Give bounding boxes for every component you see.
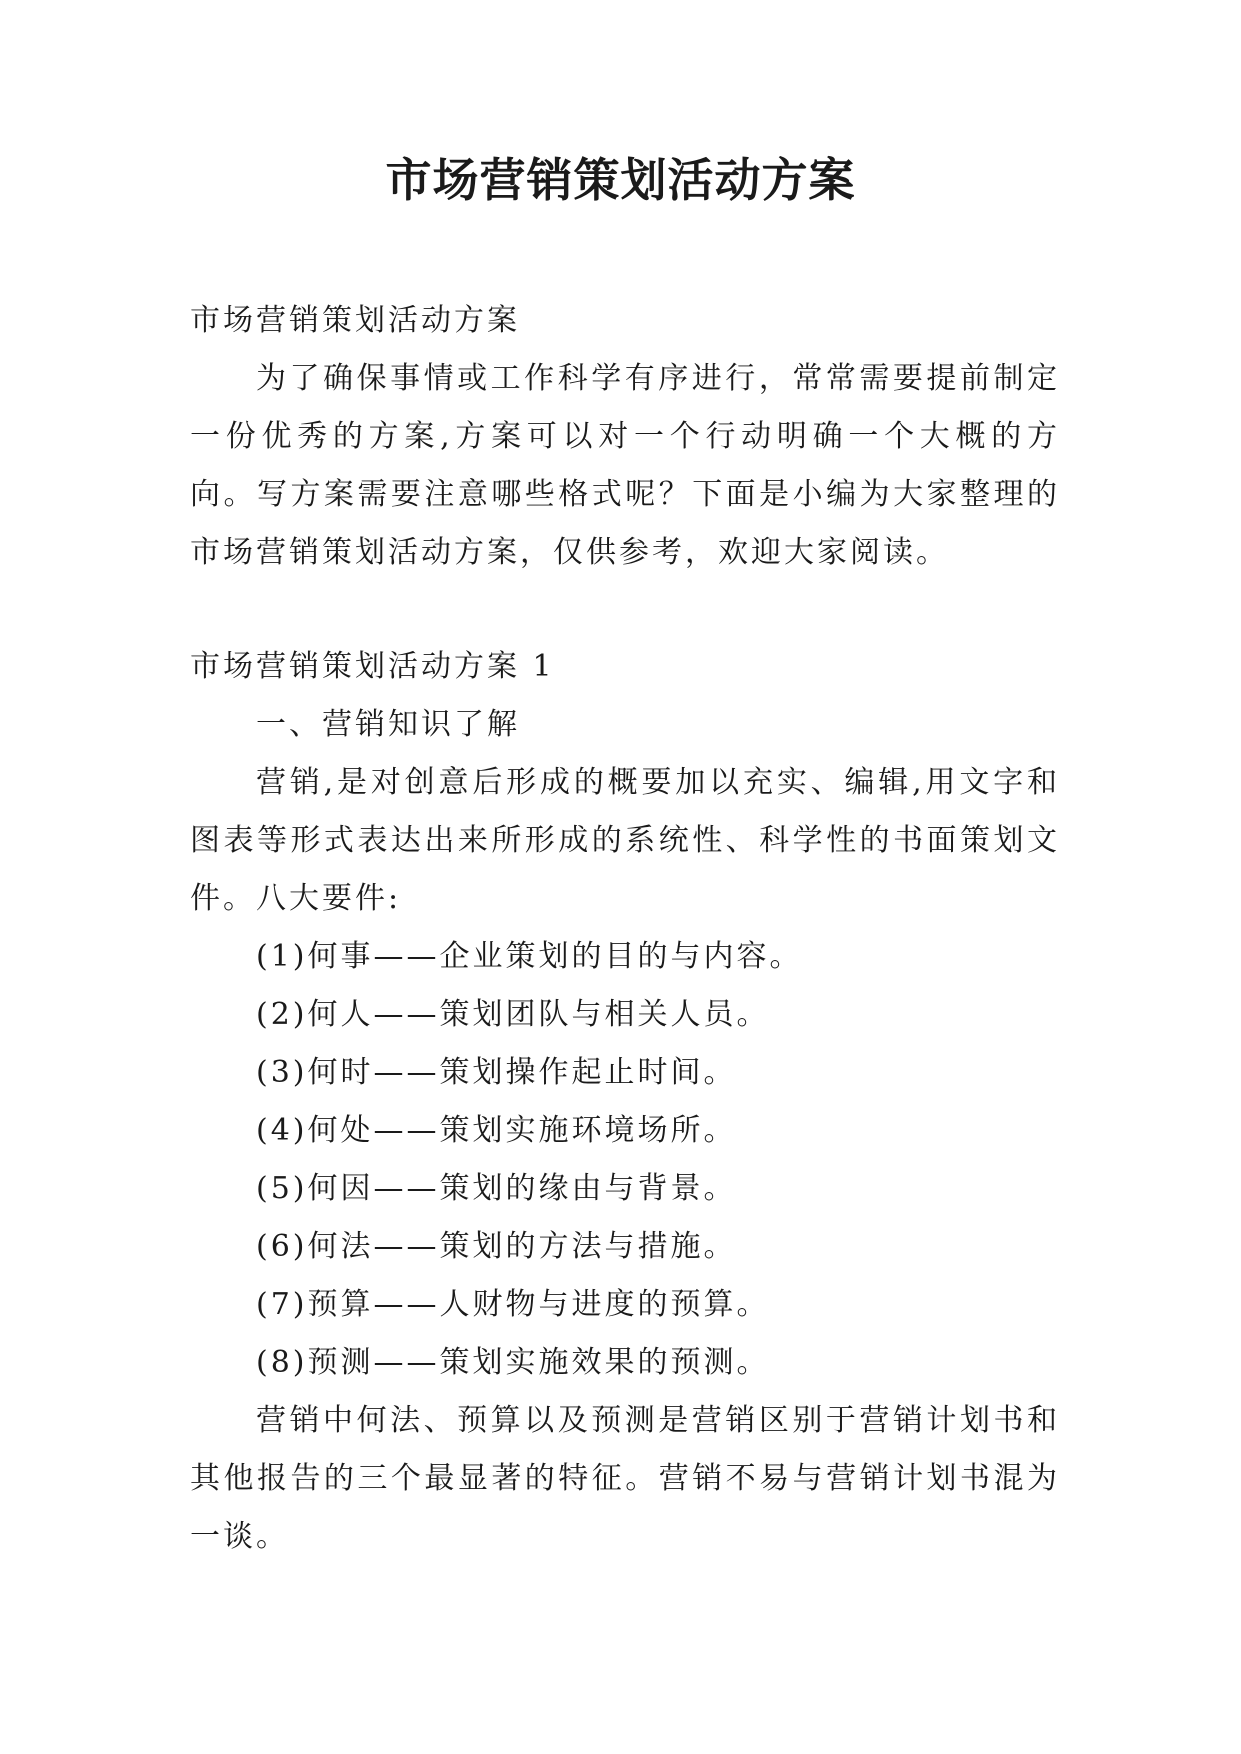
list-item: (5)何因——策划的缘由与背景。 [256,1171,737,1206]
section-paragraph-2: 营销中何法、预算以及预测是营销区别于营销计划书和其他报告的三个最显著的特征。营销不易与营销计划书混为一谈。 [190,1403,1060,1554]
section-subheading: 一、营销知识了解 [256,707,520,742]
list-item: (3)何时——策划操作起止时间。 [256,1055,737,1090]
section-paragraph-1: 营销,是对创意后形成的概要加以充实、编辑,用文字和图表等形式表达出来所形成的系统性、科学性的书面策划文件。八大要件: [190,765,1060,916]
section-heading: 市场营销策划活动方案 1 [190,649,555,684]
list-item: (8)预测——策划实施效果的预测。 [256,1345,770,1380]
list-item: (7)预算——人财物与进度的预算。 [256,1287,770,1322]
list-item: (6)何法——策划的方法与措施。 [256,1229,737,1264]
document-subtitle: 市场营销策划活动方案 [190,303,520,338]
intro-paragraph: 为了确保事情或工作科学有序进行，常常需要提前制定一份优秀的方案,方案可以对一个行动明确一个大概的方向。写方案需要注意哪些格式呢？下面是小编为大家整理的市场营销策划活动方案，仅供参考，欢迎大家阅读。 [190,361,1060,570]
list-item: (2)何人——策划团队与相关人员。 [256,997,770,1032]
document-body [190,292,1060,1566]
list-item: (1)何事——企业策划的目的与内容。 [256,939,803,974]
document-title: 市场营销策划活动方案 [385,153,856,207]
list-item: (4)何处——策划实施环境场所。 [256,1113,737,1148]
